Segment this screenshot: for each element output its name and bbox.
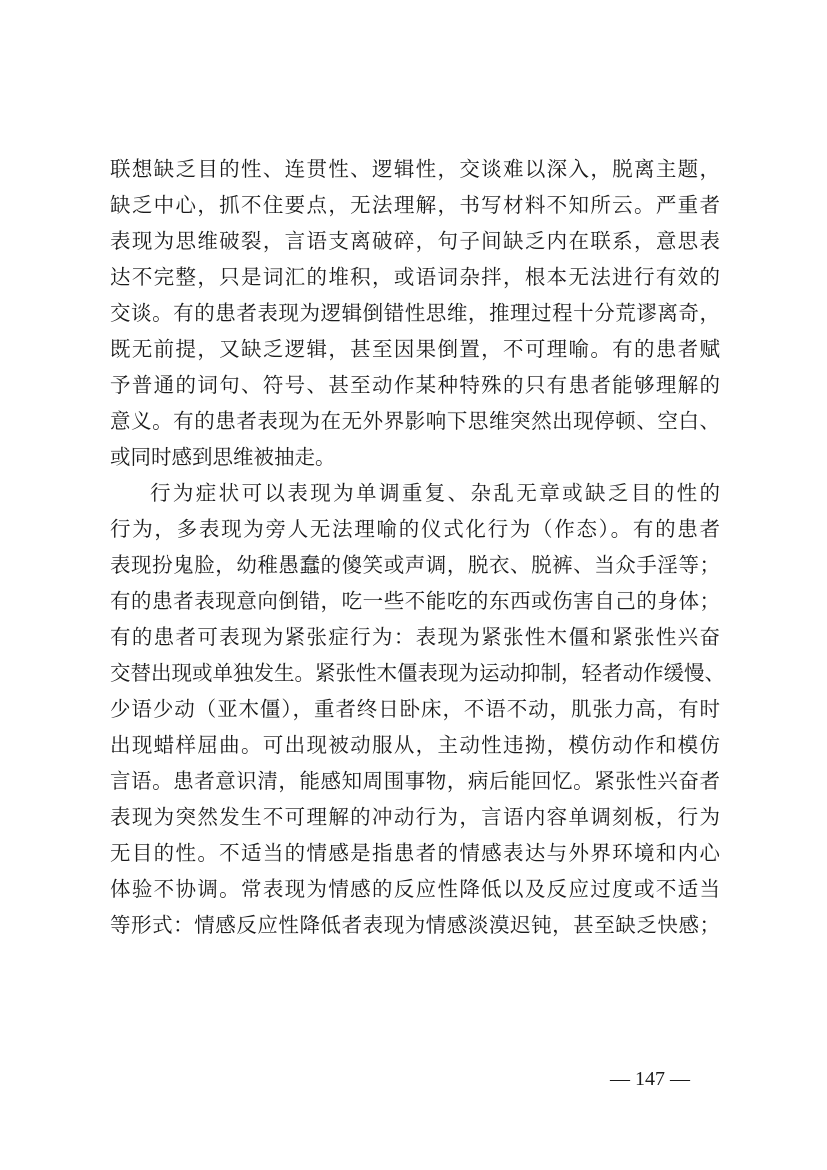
text-line: 表现扮鬼脸，幼稚愚蠢的傻笑或声调，脱衣、脱裤、当众手淫等； [110, 553, 720, 577]
page-number: — 147 — [610, 1068, 690, 1090]
text-line: 行为，多表现为旁人无法理喻的仪式化行为（作态）。有的患者 [110, 517, 720, 541]
text-line: 予普通的词句、符号、甚至动作某种特殊的只有患者能够理解的 [110, 373, 720, 397]
text-line: 无目的性。不适当的情感是指患者的情感表达与外界环境和内心 [110, 841, 720, 865]
text-line: 表现为突然发生不可理解的冲动行为，言语内容单调刻板，行为 [110, 805, 720, 829]
text-line: 体验不协调。常表现为情感的反应性降低以及反应过度或不适当 [110, 877, 720, 901]
text-line: 表现为思维破裂，言语支离破碎，句子间缺乏内在联系，意思表 [110, 229, 720, 253]
text-line: 意义。有的患者表现为在无外界影响下思维突然出现停顿、空白、 [110, 409, 720, 433]
text-line: 少语少动（亚木僵），重者终日卧床，不语不动，肌张力高，有时 [110, 697, 720, 721]
text-line: 出现蜡样屈曲。可出现被动服从，主动性违拗，模仿动作和模仿 [110, 733, 720, 757]
text-line: 交谈。有的患者表现为逻辑倒错性思维，推理过程十分荒谬离奇， [110, 301, 720, 325]
text-line: 有的患者可表现为紧张症行为：表现为紧张性木僵和紧张性兴奋 [110, 625, 720, 649]
text-line: 言语。患者意识清，能感知周围事物，病后能回忆。紧张性兴奋者 [110, 769, 720, 793]
paragraph-first-line: 行为症状可以表现为单调重复、杂乱无章或缺乏目的性的 [150, 481, 720, 505]
text-line: 联想缺乏目的性、连贯性、逻辑性，交谈难以深入，脱离主题， [110, 157, 720, 181]
text-line: 交替出现或单独发生。紧张性木僵表现为运动抑制，轻者动作缓慢、 [110, 661, 725, 685]
text-line: 等形式：情感反应性降低者表现为情感淡漠迟钝，甚至缺乏快感； [110, 913, 720, 937]
text-line: 或同时感到思维被抽走。 [110, 445, 336, 469]
text-line: 有的患者表现意向倒错，吃一些不能吃的东西或伤害自己的身体； [110, 589, 720, 613]
text-line: 达不完整，只是词汇的堆积，或语词杂拌，根本无法进行有效的 [110, 265, 720, 289]
text-line: 既无前提，又缺乏逻辑，甚至因果倒置，不可理喻。有的患者赋 [110, 337, 720, 361]
text-line: 缺乏中心，抓不住要点，无法理解，书写材料不知所云。严重者 [110, 193, 720, 217]
